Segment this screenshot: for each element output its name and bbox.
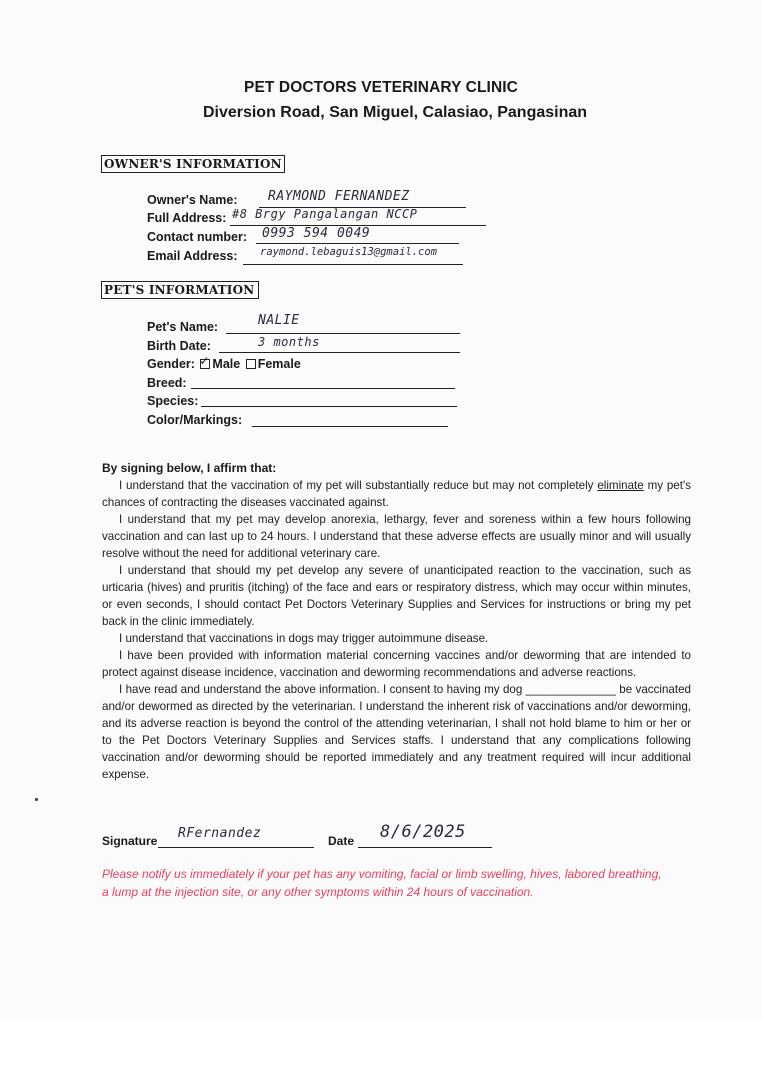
clinic-name: PET DOCTORS VETERINARY CLINIC <box>244 79 518 96</box>
birth-date-label: Birth Date: <box>147 339 211 353</box>
full-address-value[interactable]: #8 Brgy Pangalangan NCCP <box>232 207 418 221</box>
female-checkbox[interactable] <box>246 359 256 369</box>
contact-number-line <box>256 243 459 244</box>
consent-paragraph-5: I have been provided with information material concerning vaccines and/or deworming that are intended to protect against disease incidence, vaccination and deworming recommendations and adverse reactions. <box>102 649 691 679</box>
consent-paragraph-4: I understand that vaccinations in dogs may trigger autoimmune disease. <box>119 632 489 645</box>
signature-label: Signature <box>102 834 158 848</box>
pets-name-value[interactable]: NALIE <box>258 313 300 328</box>
owner-section-heading: OWNER'S INFORMATION <box>101 155 285 173</box>
gender-row <box>147 353 301 371</box>
gender-label: Gender: <box>147 357 195 371</box>
notice-text: Please notify us immediately if your pet has any vomiting, facial or limb swelling, hives, labored breathing, a lump at the injection site, or any other symptoms within 24 hours of vaccination. <box>102 867 662 899</box>
consent-paragraph-2: I understand that my pet may develop anorexia, lethargy, fever and soreness within a few hours following vaccination and can last up to 24 hours. I understand that these adverse effects are usually minor and will usually resolve without the need for additional veterinary care. <box>102 513 691 560</box>
email-address-line <box>243 264 463 265</box>
dog-name-blank[interactable]: ______________ <box>525 683 616 696</box>
clinic-address: Diversion Road, San Miguel, Calasiao, Pangasinan <box>202 104 588 121</box>
consent-paragraph-3: I understand that should my pet develop any severe of unanticipated reaction to the vaccination, such as urticaria (hives) and pruritis (itching) of the face and ears or respiratory distress, which may occur within minutes, or even seconds, I should contact Pet Doctors Veterinary Supplies and Services for instructions or bring my pet back in the clinic immediately. <box>102 564 691 628</box>
date-line <box>358 847 492 848</box>
full-address-label: Full Address: <box>147 211 227 225</box>
breed-line[interactable] <box>191 388 455 389</box>
contact-number-label: Contact number: <box>147 230 247 244</box>
species-label: Species: <box>147 394 199 408</box>
contact-number-value[interactable]: 0993 594 0049 <box>262 226 371 241</box>
signature-value[interactable]: RFernandez <box>178 826 262 841</box>
scan-edge <box>0 1020 762 1080</box>
pet-section-heading: PET'S INFORMATION <box>101 281 259 299</box>
male-checkbox[interactable] <box>199 353 210 369</box>
pets-name-line <box>226 333 460 334</box>
consent-paragraph-1: I understand that the vaccination of my pet will substantially reduce but may not completely eliminate my pet's chances of contracting the diseases vaccinated against. <box>102 479 691 509</box>
signature-line <box>158 847 314 848</box>
color-markings-line[interactable] <box>252 426 448 427</box>
scan-speck <box>35 798 38 801</box>
email-address-value[interactable]: raymond.lebaguis13@gmail.com <box>260 246 438 258</box>
birth-date-value[interactable]: 3 months <box>258 335 320 349</box>
female-option-label: Female <box>257 357 301 371</box>
consent-paragraph-6: I have read and understand the above information. I consent to having my dog ______________ be vaccinated and/or dewormed as directed by the veterinarian. I understand the inherent risk of vaccinations and/or deworming, and its adverse reaction is beyond the control of the attending veterinarian, I shall not hold blame to him or her or to the Pet Doctors Veterinary Supplies and Services staffs. I understand that any complications following vaccination and/or deworming should be reported immediately and any treatment required will incur additional expense. <box>102 683 691 781</box>
date-label: Date <box>328 834 355 848</box>
breed-label: Breed: <box>147 376 187 390</box>
species-line[interactable] <box>201 406 457 407</box>
color-markings-label: Color/Markings: <box>147 413 243 427</box>
affirm-intro: By signing below, I affirm that: <box>102 461 277 475</box>
pets-name-label: Pet's Name: <box>147 320 219 334</box>
owners-name-value[interactable]: RAYMOND FERNANDEZ <box>268 189 410 204</box>
email-address-label: Email Address: <box>147 249 238 263</box>
owners-name-label: Owner's Name: <box>147 193 238 207</box>
date-value[interactable]: 8/6/2025 <box>380 822 466 842</box>
birth-date-line <box>219 352 460 353</box>
check-icon: ✓ <box>199 353 210 368</box>
consent-text <box>102 477 691 783</box>
male-option-label: Male <box>212 357 241 371</box>
